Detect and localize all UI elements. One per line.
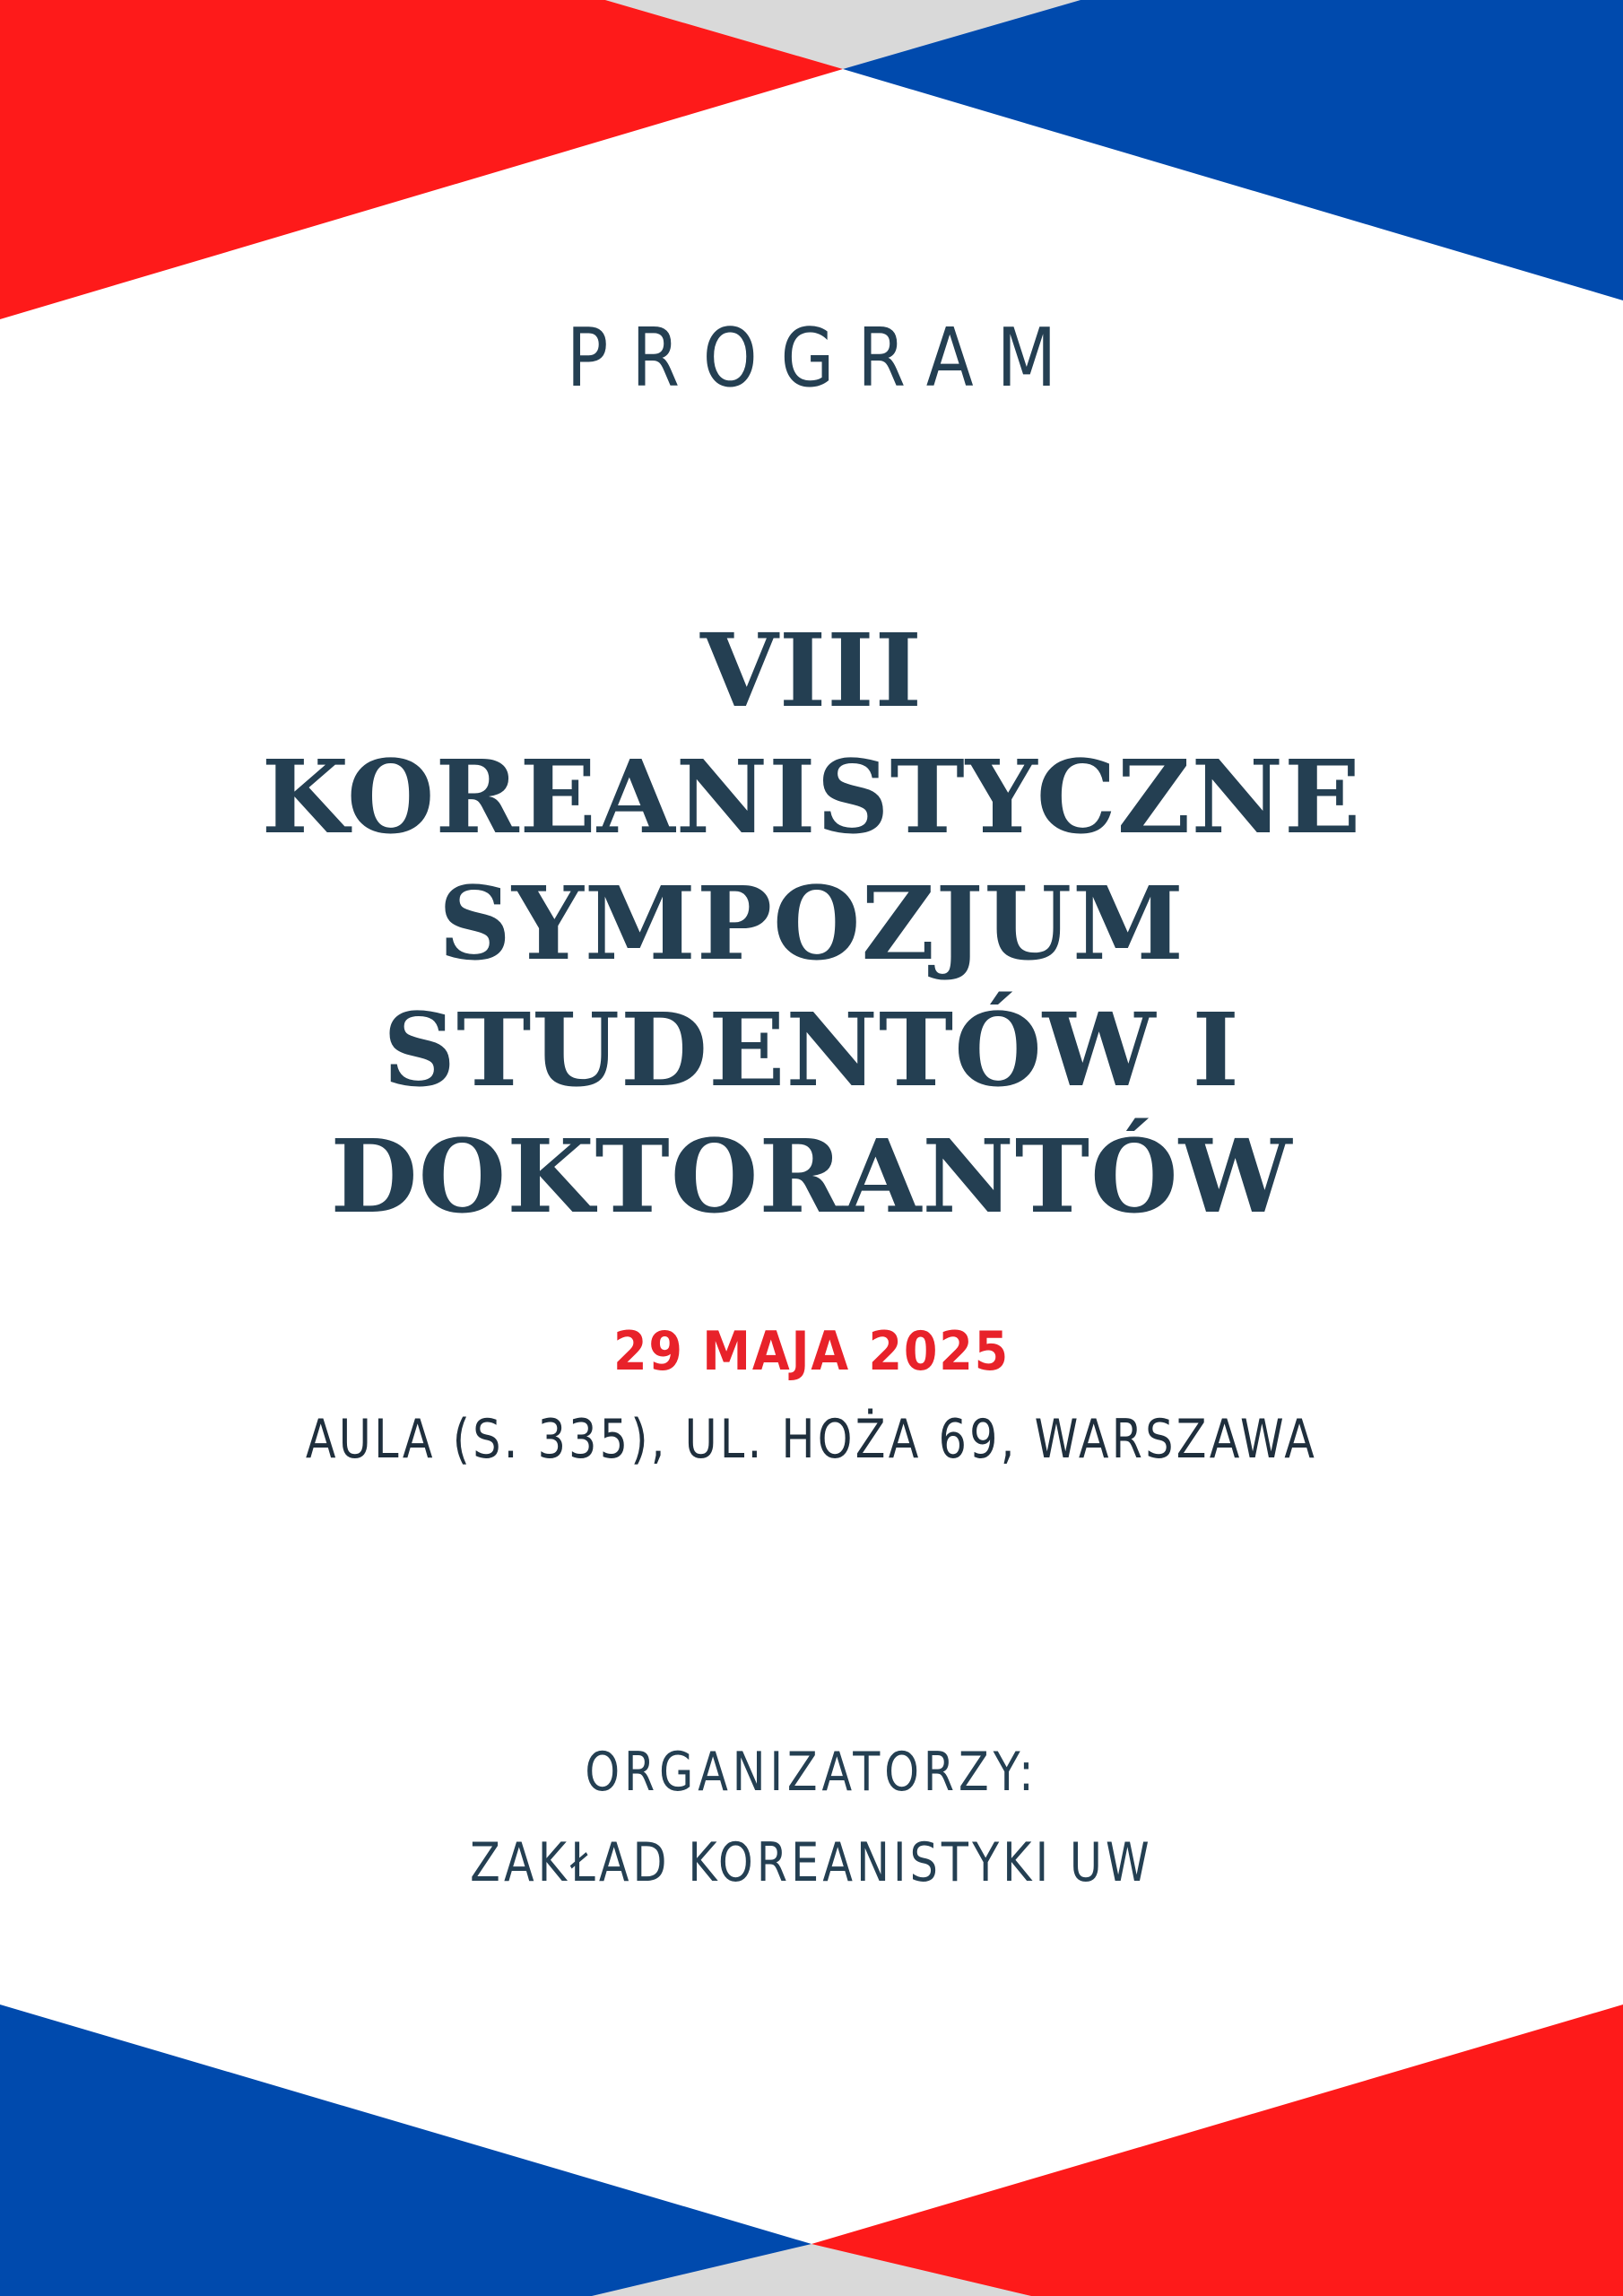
bottom-red-triangle	[812, 2005, 1623, 2296]
event-date: 29 MAJA 2025	[612, 1320, 1011, 1383]
event-venue: AULA (S. 335), UL. HOŻA 69, WARSZAWA	[305, 1408, 1318, 1471]
top-red-triangle	[0, 0, 843, 319]
top-blue-triangle	[843, 0, 1623, 300]
title-line: VIII	[699, 613, 924, 730]
organizers-name: ZAKŁAD KOREANISTYKI UW	[470, 1831, 1153, 1894]
bottom-blue-triangle	[0, 2005, 812, 2296]
title-line: SYMPOZJUM	[438, 865, 1185, 983]
symposium-title	[0, 608, 1623, 1240]
organizers-label: ORGANIZATORZY:	[585, 1741, 1038, 1804]
program-heading: PROGRAM	[566, 311, 1081, 405]
title-line: KOREANISTYCZNE	[261, 739, 1362, 857]
title-line: STUDENTÓW I	[383, 992, 1240, 1109]
title-line: DOKTORANTÓW	[330, 1118, 1293, 1236]
